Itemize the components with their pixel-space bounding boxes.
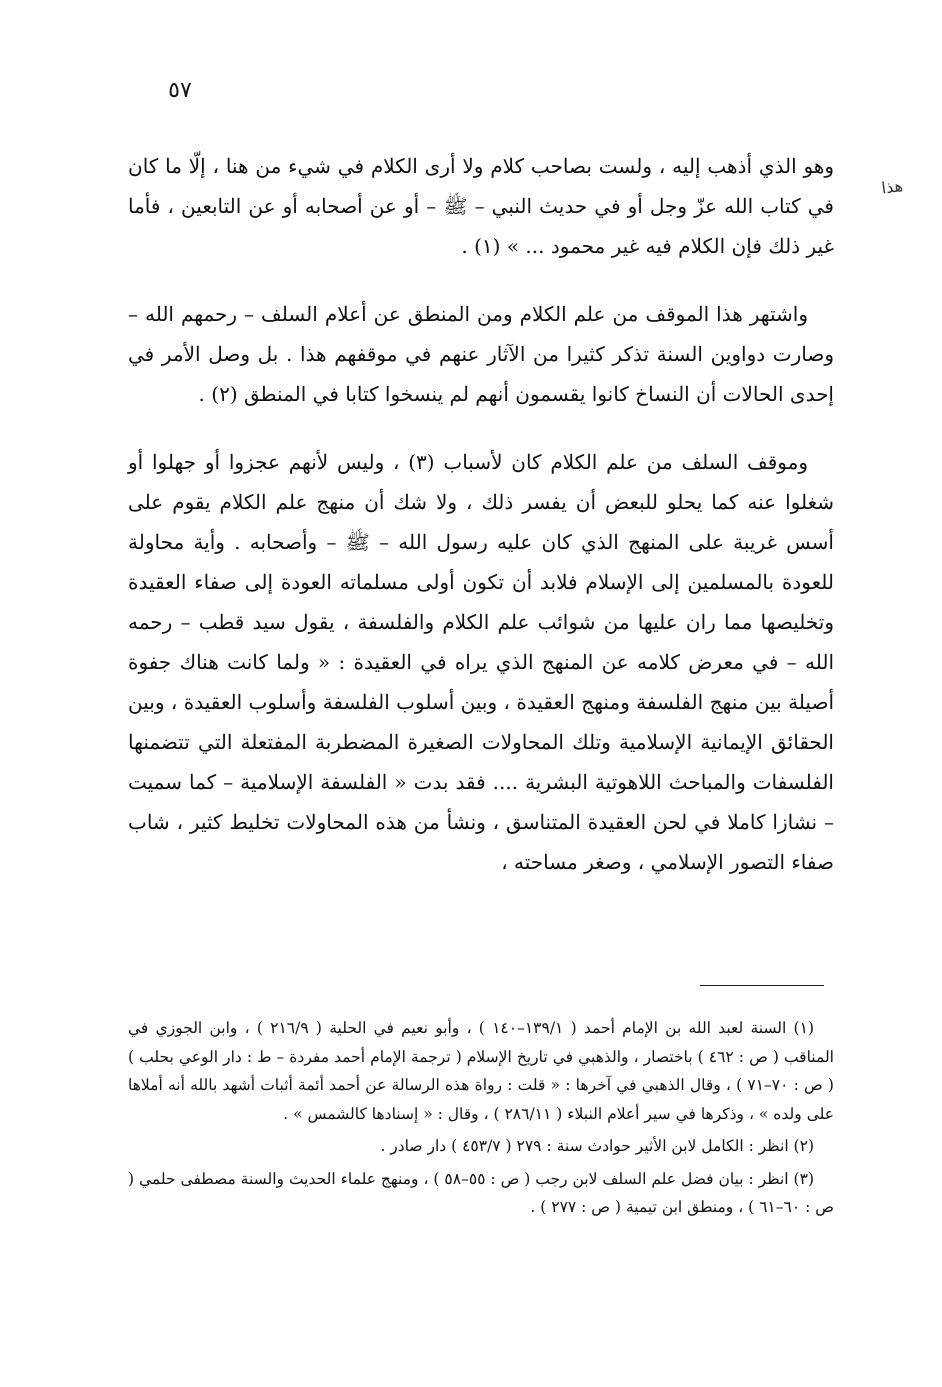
page-number: ٥٧ [168,78,192,103]
footnote-2: (٢) انظر : الكامل لابن الأثير حوادث سنة : ٢٧٩ ( ٤٥٣/٧ ) دار صادر . [380,1137,814,1155]
paragraph-2: واشتهر هذا الموقف من علم الكلام ومن المنطق عن أعلام السلف – رحمهم الله – وصارت دواوين السنة تذكر كثيرا من الآثار عنهم في موقفهم هذا . بل وصل الأمر في إحدى الحالات أن النساخ كانوا يقسمون أنهم لم ينسخوا كتابا في المنطق (٢) . [128,302,834,406]
paragraph-1: وهو الذي أذهب إليه ، ولست بصاحب كلام ولا أرى الكلام في شيء من هنا ، إلّا ما كان في كتاب الله عزّ وجل أو في حديث النبي – ﷺ – أو عن أصحابه أو عن التابعين ، فأما غير ذلك فإن الكلام فيه غير محمود ... » (١) . [128,154,834,258]
footnote-separator [700,985,824,986]
paragraph-3: وموقف السلف من علم الكلام كان لأسباب (٣) ، وليس لأنهم عجزوا أو جهلوا أو شغلوا عنه كما يحلو للبعض أن يفسر ذلك ، ولا شك أن منهج علم الكلام يقوم على أسس غريبة على المنهج الذي كان عليه رسول الله – ﷺ – وأصحابه . وأية محاولة للعودة بالمسلمين إلى الإسلام فلابد أن تكون أولى مسلماته العودة إلى صفاء العقيدة وتخليصها مما ران عليها من شوائب علم الكلام والفلسفة ، يقول سيد قطب – رحمه الله – في معرض كلامه عن المنهج الذي يراه في العقيدة : « ولما كانت هناك جفوة أصيلة بين منهج الفلسفة ومنهج العقيدة ، وبين أسلوب الفلسفة وأسلوب العقيدة ، وبين الحقائق الإيمانية الإسلامية وتلك المحاولات الصغيرة المضطربة المفتعلة التي تتضمنها الفلسفات والمباحث اللاهوتية البشرية .... فقد بدت « الفلسفة الإسلامية – كما سميت – نشازا كاملا في لحن العقيدة المتناسق ، ونشأ من هذه المحاولات تخليط كثير ، شاب صفاء التصور الإسلامي ، وصغر مساحته ، [128,450,834,874]
main-text [128,146,834,910]
footnote-3: (٣) انظر : بيان فضل علم السلف لابن رجب ( ص : ٥٥–٥٨ ) ، ومنهج علماء الحديث والسنة مصطفى حلمي ( ص : ٦٠–٦١ ) ، ومنطق ابن تيمية ( ص : ٢٧٧ ) . [128,1169,834,1216]
handwritten-margin-note: هذا [880,175,905,198]
footnote-1: (١) السنة لعبد الله بن الإمام أحمد ( ١٣٩/١–١٤٠ ) ، وأبو نعيم في الحلية ( ٢١٦/٩ ) ، وابن الجوزي في المناقب ( ص : ٤٦٢ ) باختصار ، والذهبي في تاريخ الإسلام ( ترجمة الإمام أحمد مفردة – ط : دار الوعي بحلب ) ( ص : ٧٠–٧١ ) ، وقال الذهبي في آخرها : « قلت : رواة هذه الرسالة عن أحمد أئمة أثبات أشهد بالله أنه أملاها على ولده » ، وذكرها في سير أعلام النبلاء ( ٢٨٦/١١ ) ، وقال : « إسنادها كالشمس » . [128,1019,834,1123]
footnotes [128,1014,834,1226]
